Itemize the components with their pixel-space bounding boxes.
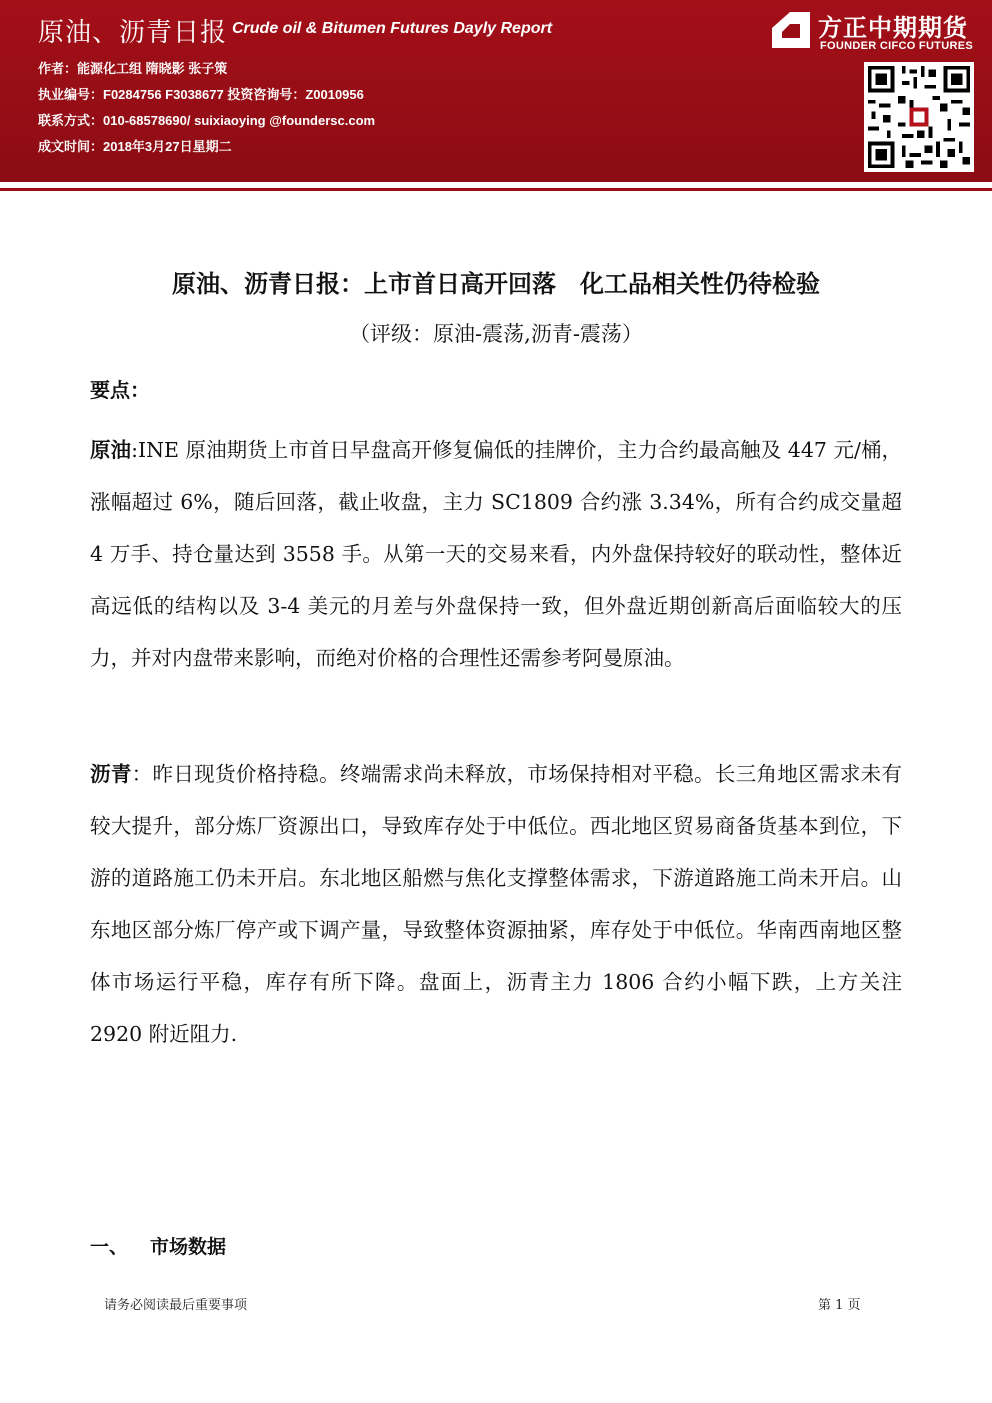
bitumen-text: ：昨日现货价格持稳。终端需求尚未释放，市场保持相对平稳。长三角地区需求未有较大提升，部分炼厂资源出口，导致库存处于中低位。西北地区贸易商备货基本到位，下游的道路施工仍未开启。东北地区船燃与焦化支撑整体需求，下游道路施工尚未开启。山东地区部分炼厂停产或下调产量，导致整体资源抽紧，库存处于中低位。华南西南地区整体市场运行平稳，库存有所下降。盘面上，沥青主力 1806 合约小幅下跌，上方关注 2920 附近阻力. [90,762,903,1046]
qr-code-icon [864,62,974,172]
header-banner [0,0,992,182]
crude-oil-label: 原油 [90,438,132,462]
document-title: 原油、沥青日报：上市首日高开回落 化工品相关性仍待检验 [172,270,820,298]
bitumen-label: 沥青 [90,762,132,786]
author-line: 作者：能源化工组 隋晓影 张子策 [38,61,228,76]
crude-oil-text: :INE 原油期货上市首日早盘高开修复偏低的挂牌价，主力合约最高触及 447 元/桶，涨幅超过 6%，随后回落，截止收盘，主力 SC1809 合约涨 3.34%，所有合约成交量超 4 万手、持仓量达到 3558 手。从第一天的交易来看，内外盘保持较好的联动性，整体近高远低的结构以及 3-4 美元的月差与外盘保持一致，但外盘近期创新高后面临较大的压力，并对内盘带来影响，而绝对价格的合理性还需参考阿曼原油。 [90,438,903,670]
date-line: 成文时间：2018年3月27日星期二 [38,139,232,154]
company-logo [770,6,984,56]
license-line: 执业编号：F0284756 F3038677 投资咨询号：Z0010956 [38,87,364,102]
founder-logo-icon [770,10,812,50]
logo-text-en: FOUNDER CIFCO FUTURES [820,40,973,52]
logo-text-cn: 方正中期期货 [818,14,968,42]
bitumen-paragraph [90,748,902,1060]
key-points-heading: 要点： [90,378,150,402]
report-title-en: Crude oil & Bitumen Futures Dayly Report [232,20,553,37]
report-title-cn: 原油、沥青日报 [38,18,228,48]
section-heading-market-data [90,1232,226,1259]
contact-line: 联系方式：010-68578690/ suixiaoying @foundersc.com [38,113,376,128]
footer-notice: 请务必阅读最后重要事项 [104,1298,248,1313]
crude-oil-paragraph [90,424,902,684]
section-number: 一、 [90,1236,129,1258]
page-number: 第 1 页 [818,1298,861,1313]
section-title: 市场数据 [150,1236,227,1258]
header-divider [0,188,992,191]
rating-subtitle: （评级：原油-震荡,沥青-震荡） [349,322,643,346]
